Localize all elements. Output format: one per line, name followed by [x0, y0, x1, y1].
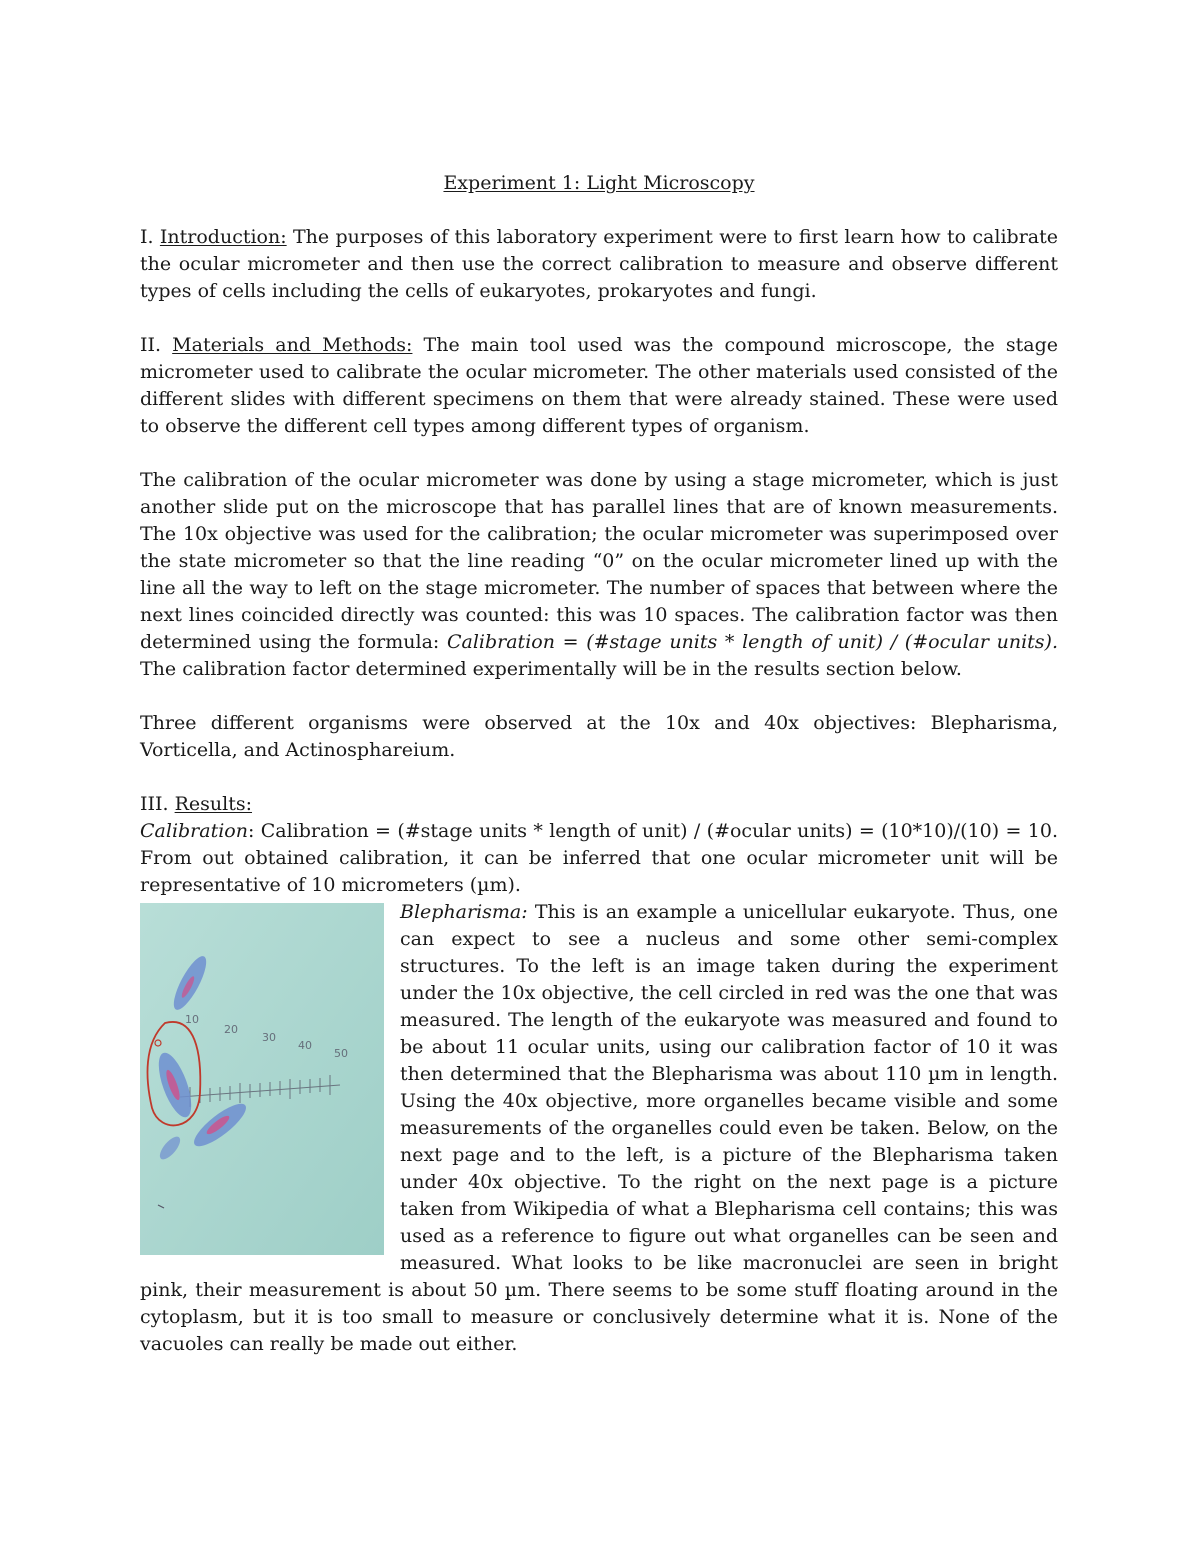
micrograph-image — [140, 903, 384, 1255]
results-heading: Results: — [174, 793, 253, 815]
scale-label: 50 — [334, 1047, 348, 1060]
introduction-heading: Introduction: — [159, 226, 287, 248]
scale-label: 30 — [262, 1031, 276, 1044]
blepharisma-micrograph — [140, 903, 384, 1255]
organisms-paragraph: Three different organisms were observed at the 10x and 40x objectives: Blepharisma, Vorticella, and Actinosphareium. — [140, 712, 1058, 761]
spacer — [140, 683, 1058, 710]
methods-heading: Materials and Methods: — [172, 334, 413, 356]
introduction-paragraph: I. Introduction: The purposes of this laboratory experiment were to first learn how to calibrate the ocular micrometer and then use the correct calibration to measure and observe different types of cells including the cells of eukaryotes, prokaryotes and fungi. — [140, 226, 1058, 302]
page-title: Experiment 1: Light Microscopy — [443, 172, 755, 194]
blepharisma-label: Blepharisma: — [400, 901, 528, 923]
results-heading-line: III. Results: — [140, 793, 253, 815]
scale-label: 10 — [185, 1013, 199, 1026]
document-body — [140, 170, 1058, 1358]
spacer — [140, 305, 1058, 332]
blepharisma-paragraph: 10 20 30 40 50 Blepharisma: This is an example a unicellular eukaryote. Thus, one can expect to see a nucleus and some other semi-complex structures. To the left is an image taken during the experiment under the 10x objective, the cell circled in red was the one that was measured. The length of the eukaryote was measured and found to be about 11 ocular units, using our calibration factor of 10 it was then determined that the Blepharisma was about 110 µm in length. Using the 40x objective, more organelles became visible and some measurements of the organelles could even be taken. Below, on the next page and to the left, is a picture of the Blepharisma taken under 40x objective. To the right on the next page is a picture taken from Wikipedia of what a Blepharisma cell contains; this was used as a reference to figure out what organelles can be seen and measured. What looks to be like macronuclei are seen in bright pink, their measurement is about 50 µm. There seems to be some stuff floating around in the cytoplasm, but it is too small to measure or conclusively determine what it is. None of the vacuoles can really be made out either. — [140, 901, 1058, 1355]
spacer — [140, 764, 1058, 791]
calibration-method-paragraph: The calibration of the ocular micrometer was done by using a stage micrometer, which is just another slide put on the microscope that has parallel lines that are of known measurements. The 10x objective was used for the calibration; the ocular micrometer was superimposed over the state micrometer so that the line reading “0” on the ocular micrometer lined up with the line all the way to left on the stage micrometer. The number of spaces that between where the next lines coincided directly was counted: this was 10 spaces. The calibration factor was then determined using the formula: Calibration = (#stage units * length of unit) / (#ocular units). The calibration factor determined experimentally will be in the results section below. — [140, 469, 1058, 680]
calibration-label: Calibration — [140, 820, 248, 842]
spacer — [140, 440, 1058, 467]
scale-label: 40 — [298, 1039, 312, 1052]
calibration-formula: Calibration = (#stage units * length of unit) / (#ocular units). — [446, 631, 1058, 653]
scale-label: 20 — [224, 1023, 238, 1036]
methods-paragraph: II. Materials and Methods: The main tool used was the compound microscope, the stage micrometer used to calibrate the ocular micrometer. The other materials used consisted of the different slides with different specimens on them that were already stained. These were used to observe the different cell types among different types of organism. — [140, 334, 1058, 437]
calibration-result-paragraph: Calibration: Calibration = (#stage units * length of unit) / (#ocular units) = (10*10)/(10) = 10. From out obtained calibration, it can be inferred that one ocular micrometer unit will be representative of 10 micrometers (µm). — [140, 820, 1058, 896]
